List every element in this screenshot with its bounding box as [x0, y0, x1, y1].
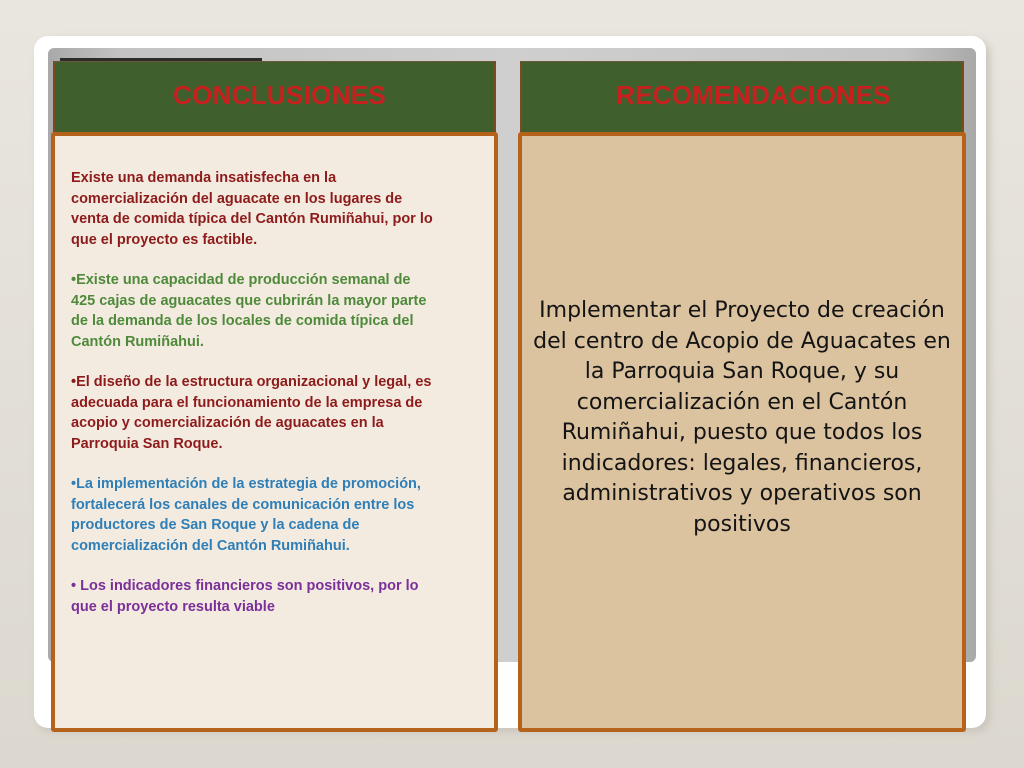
recommendation-text: Implementar el Proyecto de creación del centro de Acopio de Aguacates en la Parroquia San Roque, y su comercialización en el Cantón Rumiñahui, puesto que todos los indicadores: legales, financieros, administrativos y operativos son positivos	[533, 298, 951, 537]
conclusion-item-structure: •El diseño de la estructura organizacional y legal, es adecuada para el funcionamiento de la empresa de acopio y comercialización de aguacates en la Parroquia San Roque.	[71, 374, 432, 452]
conclusion-item-promotion: •La implementación de la estrategia de promoción, fortalecerá los canales de comunicación entre los productores de San Roque y la cadena de comercialización del Cantón Rumiñahui.	[71, 476, 421, 554]
conclusions-list	[71, 168, 436, 637]
recommendations-title: RECOMENDACIONES	[616, 80, 891, 110]
conclusions-panel	[51, 132, 498, 732]
conclusion-item-financial: • Los indicadores financieros son positivos, por lo que el proyecto resulta viable	[71, 578, 419, 615]
conclusions-header	[53, 61, 496, 133]
conclusion-item-capacity: •Existe una capacidad de producción semanal de 425 cajas de aguacates que cubrirán la mayor parte de la demanda de los locales de comida típica del Cantón Rumiñahui.	[71, 272, 427, 350]
conclusion-item-demand: Existe una demanda insatisfecha en la comercialización del aguacate en los lugares de venta de comida típica del Cantón Rumiñahui, por lo que el proyecto es factible.	[71, 170, 433, 248]
recommendations-panel	[518, 132, 966, 732]
recommendations-header	[520, 61, 964, 133]
conclusions-title: CONCLUSIONES	[173, 80, 387, 110]
